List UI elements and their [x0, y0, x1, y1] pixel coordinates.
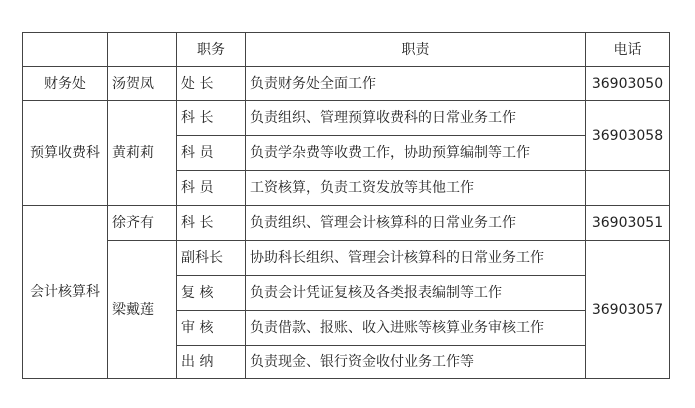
duty-cell: 负责财务处全面工作	[246, 67, 586, 101]
position-cell: 审 核	[177, 311, 246, 346]
dept-cell: 会计核算科	[23, 206, 108, 379]
header-dept-cell	[23, 33, 108, 67]
position-cell: 处 长	[177, 67, 246, 101]
duty-cell: 负责会计凭证复核及各类报表编制等工作	[246, 276, 586, 311]
name-cell: 徐齐有	[108, 206, 177, 241]
header-row	[23, 33, 670, 67]
dept-cell: 预算收费科	[23, 101, 108, 206]
duty-cell: 协助科长组织、管理会计核算科的日常业务工作	[246, 241, 586, 276]
position-cell: 副科长	[177, 241, 246, 276]
position-cell: 出 纳	[177, 346, 246, 379]
duty-cell: 负责组织、管理会计核算科的日常业务工作	[246, 206, 586, 241]
header-phone: 电话	[586, 33, 670, 67]
position-cell: 科 长	[177, 206, 246, 241]
phone-cell-empty	[586, 171, 670, 206]
duty-cell: 负责现金、银行资金收付业务工作等	[246, 346, 586, 379]
name-cell: 梁戴莲	[108, 241, 177, 379]
phone-cell: 36903050	[586, 67, 670, 101]
position-cell: 科 员	[177, 171, 246, 206]
name-cell: 黄莉莉	[108, 101, 177, 206]
phone-cell: 36903058	[586, 101, 670, 171]
position-cell: 复 核	[177, 276, 246, 311]
duty-cell: 负责学杂费等收费工作，协助预算编制等工作	[246, 136, 586, 171]
position-cell: 科 长	[177, 101, 246, 136]
duty-cell: 负责借款、报账、收入进账等核算业务审核工作	[246, 311, 586, 346]
duty-cell: 工资核算，负责工资发放等其他工作	[246, 171, 586, 206]
phone-cell: 36903051	[586, 206, 670, 241]
table-row	[23, 67, 670, 101]
table-row	[23, 241, 670, 276]
header-duty: 职责	[246, 33, 586, 67]
header-position: 职务	[177, 33, 246, 67]
table-row	[23, 101, 670, 136]
staff-duty-table	[22, 32, 670, 379]
position-cell: 科 员	[177, 136, 246, 171]
name-cell: 汤贺凤	[108, 67, 177, 101]
duty-cell: 负责组织、管理预算收费科的日常业务工作	[246, 101, 586, 136]
table-row	[23, 206, 670, 241]
phone-cell: 36903057	[586, 241, 670, 379]
header-name-cell	[108, 33, 177, 67]
dept-cell: 财务处	[23, 67, 108, 101]
